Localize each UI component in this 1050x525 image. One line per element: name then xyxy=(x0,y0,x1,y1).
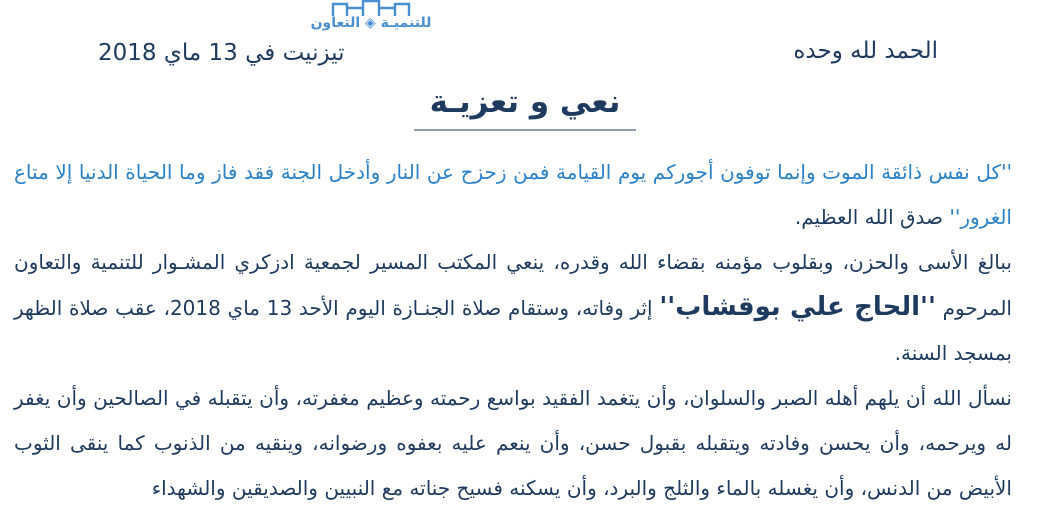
obituary-text-after-name: إثر وفاته، وستقام صلاة الجنـازة اليوم الأحد 13 ماي 2018، عقب صلاة الظهر بمسجد السنة. xyxy=(14,296,1012,365)
gate-emblem-icon xyxy=(311,0,431,16)
deceased-name: ''الحاج علي بوقشاب'' xyxy=(659,292,936,322)
logo-text: للتنميـة ◈ التعاون xyxy=(310,15,432,31)
verse-attribution: صدق الله العظيم. xyxy=(794,205,950,229)
date-line: تيزنيت في 13 ماي 2018 xyxy=(98,40,345,66)
quran-verse-paragraph xyxy=(14,150,1012,240)
title-container xyxy=(0,84,1050,131)
obituary-text-before-name: ببالغ الأسى والحزن، وبقلوب مؤمنه بقضاء الله وقدره، ينعي المكتب المسير لجمعية ادزكري المشـوار للتنمية والتعاون المرحوم xyxy=(14,250,1012,320)
page-title: نعي و تعزيـة xyxy=(414,84,637,131)
prayer-paragraph: نسأل الله أن يلهم أهله الصبر والسلوان، وأن يتغمد الفقيد بواسع رحمته وعظيم مغفرته، وأن يتقبله في الصالحين وأن يغفر له ويرحمه، وأن يحسن وفادته ويتقبله بقبول حسن، وأن ينعم عليه بعفوه ورضوانه، وينقيه من الذنوب كما ينقى الثوب الأبيض من الدنس، وأن يغسله بالماء والثلج والبرد، وأن يسكنه فسيح جناته مع النبيين والصديقين والشهداء xyxy=(14,386,1012,500)
document-body xyxy=(14,150,1012,511)
quran-verse-text: ''كل نفس ذائقة الموت وإنما توفون أجوركم يوم القيامة فمن زحزح عن النار وأدخل الجنة فقد فاز وما الحياة الدنيا إلا متاع الغرور'' xyxy=(14,160,1012,229)
praise-line: الحمد لله وحده xyxy=(793,38,938,64)
association-logo xyxy=(286,0,456,31)
obituary-paragraph xyxy=(14,240,1012,376)
